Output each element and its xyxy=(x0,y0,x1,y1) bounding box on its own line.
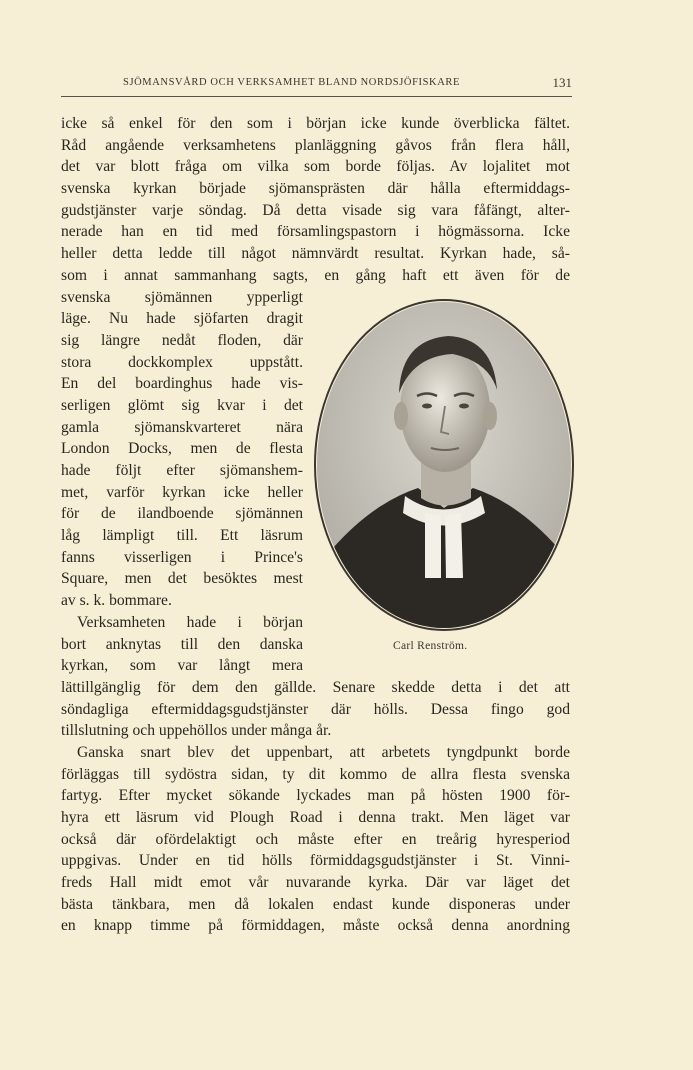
text-line: läge. Nu hade sjöfarten dragit xyxy=(61,310,303,328)
text-line: icke så enkel för den som i början icke kunde överblicka fältet. xyxy=(61,115,570,132)
text-line: heller detta ledde till något nämnvärdt resultat. Kyrkan hade, så- xyxy=(61,245,570,263)
text-line: söndagliga eftermiddagsgudstjänster där hölls. Dessa fingo god xyxy=(61,700,570,718)
text-line: Verksamheten hade i början xyxy=(77,613,303,631)
text-line: En del boardinghus hade vis- xyxy=(61,375,303,393)
text-line: bästa tänkbara, men då lokalen endast kunde disponeras under xyxy=(61,895,570,913)
text-line: serligen glömt sig kvar i det xyxy=(61,396,303,414)
text-line: stora dockkomplex uppstått. xyxy=(61,353,303,371)
text-line: en knapp timme på förmiddagen, måste också denna anordning xyxy=(61,917,570,935)
text-line: London Docks, men de flesta xyxy=(61,440,303,458)
text-line: Square, men det besöktes mest xyxy=(61,570,303,588)
text-line: gamla sjömanskvarteret nära xyxy=(61,418,303,436)
text-line: freds Hall midt emot vår nuvarande kyrka. Där var läget det xyxy=(61,874,570,892)
text-line: av s. k. bommare. xyxy=(61,592,172,610)
text-line: också där ofördelaktigt och måste efter en treårig hyresperiod xyxy=(61,830,570,848)
header-rule xyxy=(61,96,572,97)
text-line: Råd angående verksamhetens planläggning gåvos från flera håll, xyxy=(61,136,570,154)
text-line: gudstjänster varje söndag. Då detta visade sig vara fåfängt, alter- xyxy=(61,201,570,219)
text-line: nerade han en tid med församlingspastorn i högmässorna. Icke xyxy=(61,223,570,241)
text-line: hyra ett läsrum vid Plough Road i denna trakt. Men läget var xyxy=(61,809,570,826)
text-line: för de ilandboende sjömännen xyxy=(61,505,303,523)
portrait-photo xyxy=(313,298,575,633)
text-line: sig längre nedåt floden, där xyxy=(61,331,303,349)
text-line: hade följt efter sjömanshem- xyxy=(61,462,303,479)
text-line: fanns visserligen i Prince's xyxy=(61,548,303,566)
text-line: svenska sjömännen ypperligt xyxy=(61,288,303,306)
text-line: det var blott fråga om vilka som borde följas. Av lojalitet mot xyxy=(61,158,570,176)
text-line: låg lämpligt till. Ett läsrum xyxy=(61,527,303,545)
text-line: bort anknytas till den danska xyxy=(61,635,303,653)
page-number: 131 xyxy=(552,75,572,90)
text-line: uppgivas. Under en tid hölls förmiddagsgudstjänster i St. Vinni- xyxy=(61,852,570,870)
running-title: SJÖMANSVÅRD OCH VERKSAMHET BLAND NORDSJÖFISKARE xyxy=(123,77,461,88)
text-line: tillslutning och uppehöllos under många år. xyxy=(61,722,332,740)
text-line: kyrkan, som var långt mera xyxy=(61,657,303,675)
text-line: met, varför kyrkan icke heller xyxy=(61,483,303,501)
figure-caption: Carl Renström. xyxy=(393,640,468,652)
text-line: svenska kyrkan började sjömansprästen där hålla eftermiddags- xyxy=(61,180,570,198)
text-line: Ganska snart blev det uppenbart, att arbetets tyngdpunkt borde xyxy=(77,743,570,761)
text-line: lättillgänglig för dem den gällde. Senare skedde detta i det att xyxy=(61,678,570,696)
text-line: som i annat sammanhang sagts, en gång haft ett även för de xyxy=(61,266,570,284)
text-line: fartyg. Efter mycket sökande lyckades man på hösten 1900 för- xyxy=(61,787,570,805)
text-line: förläggas till sydöstra sidan, ty dit kommo de allra flesta svenska xyxy=(61,765,570,783)
